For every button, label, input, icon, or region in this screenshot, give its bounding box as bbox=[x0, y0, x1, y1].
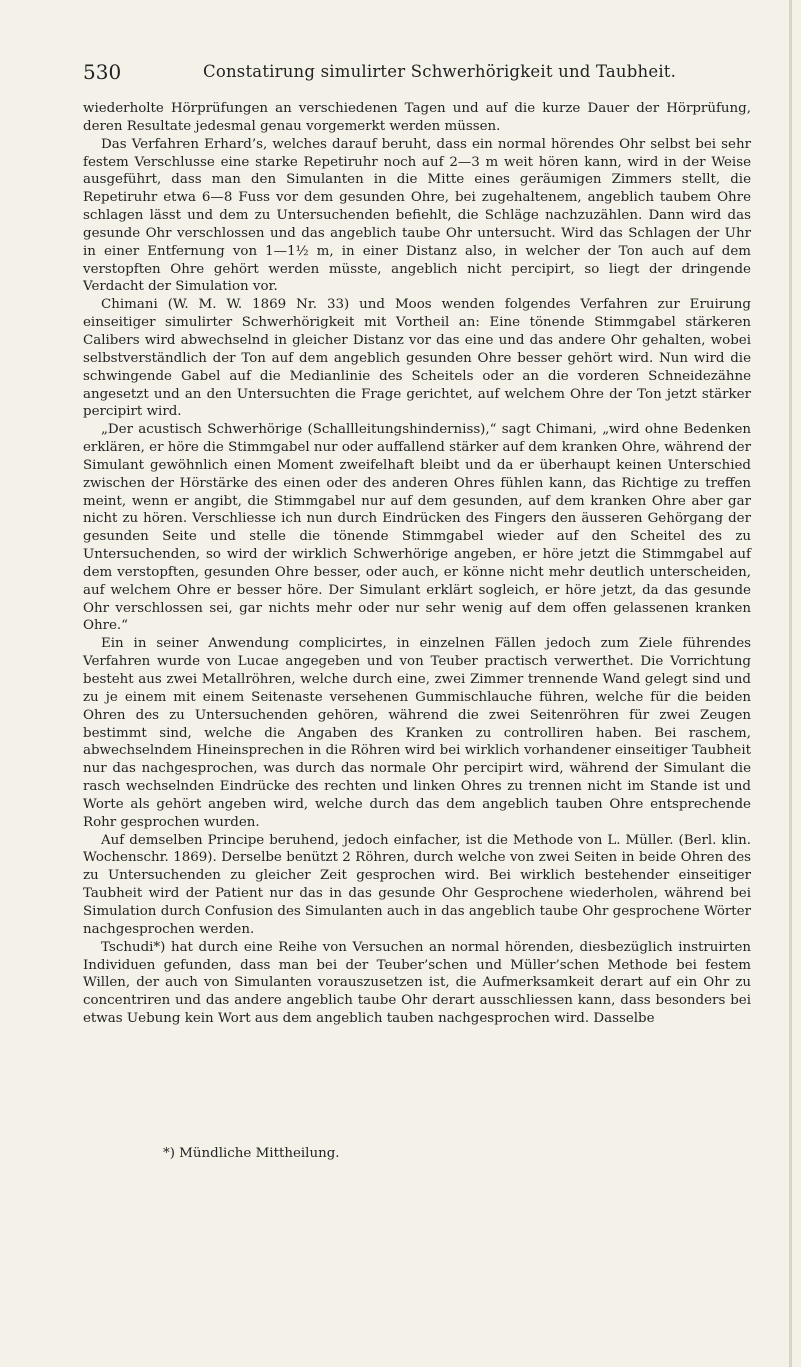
paragraph: Chimani (W. M. W. 1869 Nr. 33) und Moos wenden folgendes Verfahren zur Eruirung einseitiger simulirter Schwerhörigkeit mit Vortheil an: Eine tönende Stimmgabel stärkeren Calibers wird abwechselnd in gleicher Distanz vor das eine und das andere Ohr gehalten, wobei selbstverständlich der Ton auf dem angeblich gesunden Ohre besser gehört wird. Nun wird die schwingende Gabel auf die Medianlinie des Scheitels oder an die vorderen Schneidezähne angesetzt und an den Untersuchten die Frage gerichtet, auf welchem Ohre der Ton jetzt stärker percipirt wird. bbox=[83, 297, 751, 420]
footnote: *) Mündliche Mittheilung. bbox=[163, 1146, 340, 1161]
page-edge bbox=[789, 0, 792, 1367]
page-number: 530 bbox=[83, 60, 122, 84]
paragraph: Das Verfahren Erhard’s, welches darauf beruht, dass ein normal hörendes Ohr selbst bei sehr festem Verschlusse eine starke Repetiruhr noch auf 2—3 m weit hören kann, wird in der Weise ausgeführt, dass man den Simulanten in die Mitte eines geräumigen Zimmers stellt, die Repetiruhr etwa 6—8 Fuss vor dem gesunden Ohre, bei zugehaltenem, angeblich taubem Ohre schlagen lässt und dem zu Untersuchenden befiehlt, die Schläge nachzuzählen. Dann wird das gesunde Ohr verschlossen und das angeblich taube Ohr untersucht. Wird das Schlagen der Uhr in einer Entfernung von 1—1½ m, in einer Distanz also, in welcher der Ton auch auf dem verstopften Ohre gehört werden müsste, angeblich nicht percipirt, so liegt der dringende Verdacht der Simulation vor. bbox=[83, 136, 751, 295]
paragraph: Tschudi*) hat durch eine Reihe von Versuchen an normal hörenden, diesbezüglich instruirten Individuen gefunden, dass man bei der Teuber’schen und Müller’schen Methode bei festem Willen, der auch von Simulanten vorauszusetzen ist, die Aufmerksamkeit derart auf ein Ohr zu concentriren und das andere angeblich taube Ohr derart ausschliessen kann, dass besonders bei etwas Uebung kein Wort aus dem angeblich tauben nachgesprochen wird. Dasselbe bbox=[83, 939, 751, 1027]
paragraph: Auf demselben Principe beruhend, jedoch einfacher, ist die Methode von L. Müller. (Berl. klin. Wochenschr. 1869). Derselbe benützt 2 Röhren, durch welche von zwei Seiten in beide Ohren des zu Untersuchenden zu gleicher Zeit gesprochen wird. Bei wirklich bestehender einseitiger Taubheit wird der Patient nur das in das gesunde Ohr Gesprochene wiederholen, während bei Simulation durch Confusion des Simulanten auch in das angeblich taube Ohr gesprochene Wörter nachgesprochen werden. bbox=[83, 832, 751, 937]
paragraph: Ein in seiner Anwendung complicirtes, in einzelnen Fällen jedoch zum Ziele führendes Verfahren wurde von Lucae angegeben und von Teuber practisch verwerthet. Die Vorrichtung besteht aus zwei Metallröhren, welche durch eine, zwei Zimmer trennende Wand gelegt sind und zu je einem mit einem Seitenaste versehenen Gummischlauche führen, welche für die beiden Ohren des zu Untersuchenden gehören, während die zwei Seitenröhren für zwei Zeugen bestimmt sind, welche die Angaben des Kranken zu controlliren haben. Bei raschem, abwechselndem Hineinsprechen in die Röhren wird bei wirklich vorhandener einseitiger Taubheit nur das nachgesprochen, was durch das normale Ohr percipirt wird, während der Simulant die rasch wechselnden Eindrücke des rechten und linken Ohres zu trennen nicht im Stande ist und Worte als gehört angeben wird, welche durch das dem angeblich tauben Ohre entsprechende Rohr gesprochen wurden. bbox=[83, 636, 751, 830]
running-title: Constatirung simulirter Schwerhörigkeit und Taubheit. bbox=[203, 62, 677, 81]
page-header bbox=[83, 60, 745, 84]
paragraph: „Der acustisch Schwerhörige (Schallleitungshinderniss),“ sagt Chimani, „wird ohne Bedenken erklären, er höre die Stimmgabel nur oder auffallend stärker auf dem kranken Ohre, während der Simulant gewöhnlich einen Moment zweifelhaft bleibt und da er überhaupt keinen Unterschied zwischen der Hörstärke des einen oder des anderen Ohres fühlen kann, das Richtige zu treffen meint, wenn er angibt, die Stimmgabel nur auf dem gesunden, auf dem kranken Ohre aber gar nicht zu hören. Verschliesse ich nun durch Eindrücken des Fingers den äusseren Gehörgang der gesunden Seite und stelle die tönende Stimmgabel wieder auf den Scheitel des zu Untersuchenden, so wird der wirklich Schwerhörige angeben, er höre jetzt die Stimmgabel auf dem verstopften, gesunden Ohre besser, oder auch, er könne nicht mehr deutlich unterscheiden, auf welchem Ohre er besser höre. Der Simulant erklärt sogleich, er höre jetzt, da das gesunde Ohr verschlossen sei, gar nichts mehr oder nur sehr wenig auf dem offen gelassenen kranken Ohre.“ bbox=[83, 422, 751, 634]
body-text bbox=[83, 100, 751, 1028]
paragraph: wiederholte Hörprüfungen an verschiedenen Tagen und auf die kurze Dauer der Hörprüfung, deren Resultate jedesmal genau vorgemerkt werden müssen. bbox=[83, 101, 751, 134]
